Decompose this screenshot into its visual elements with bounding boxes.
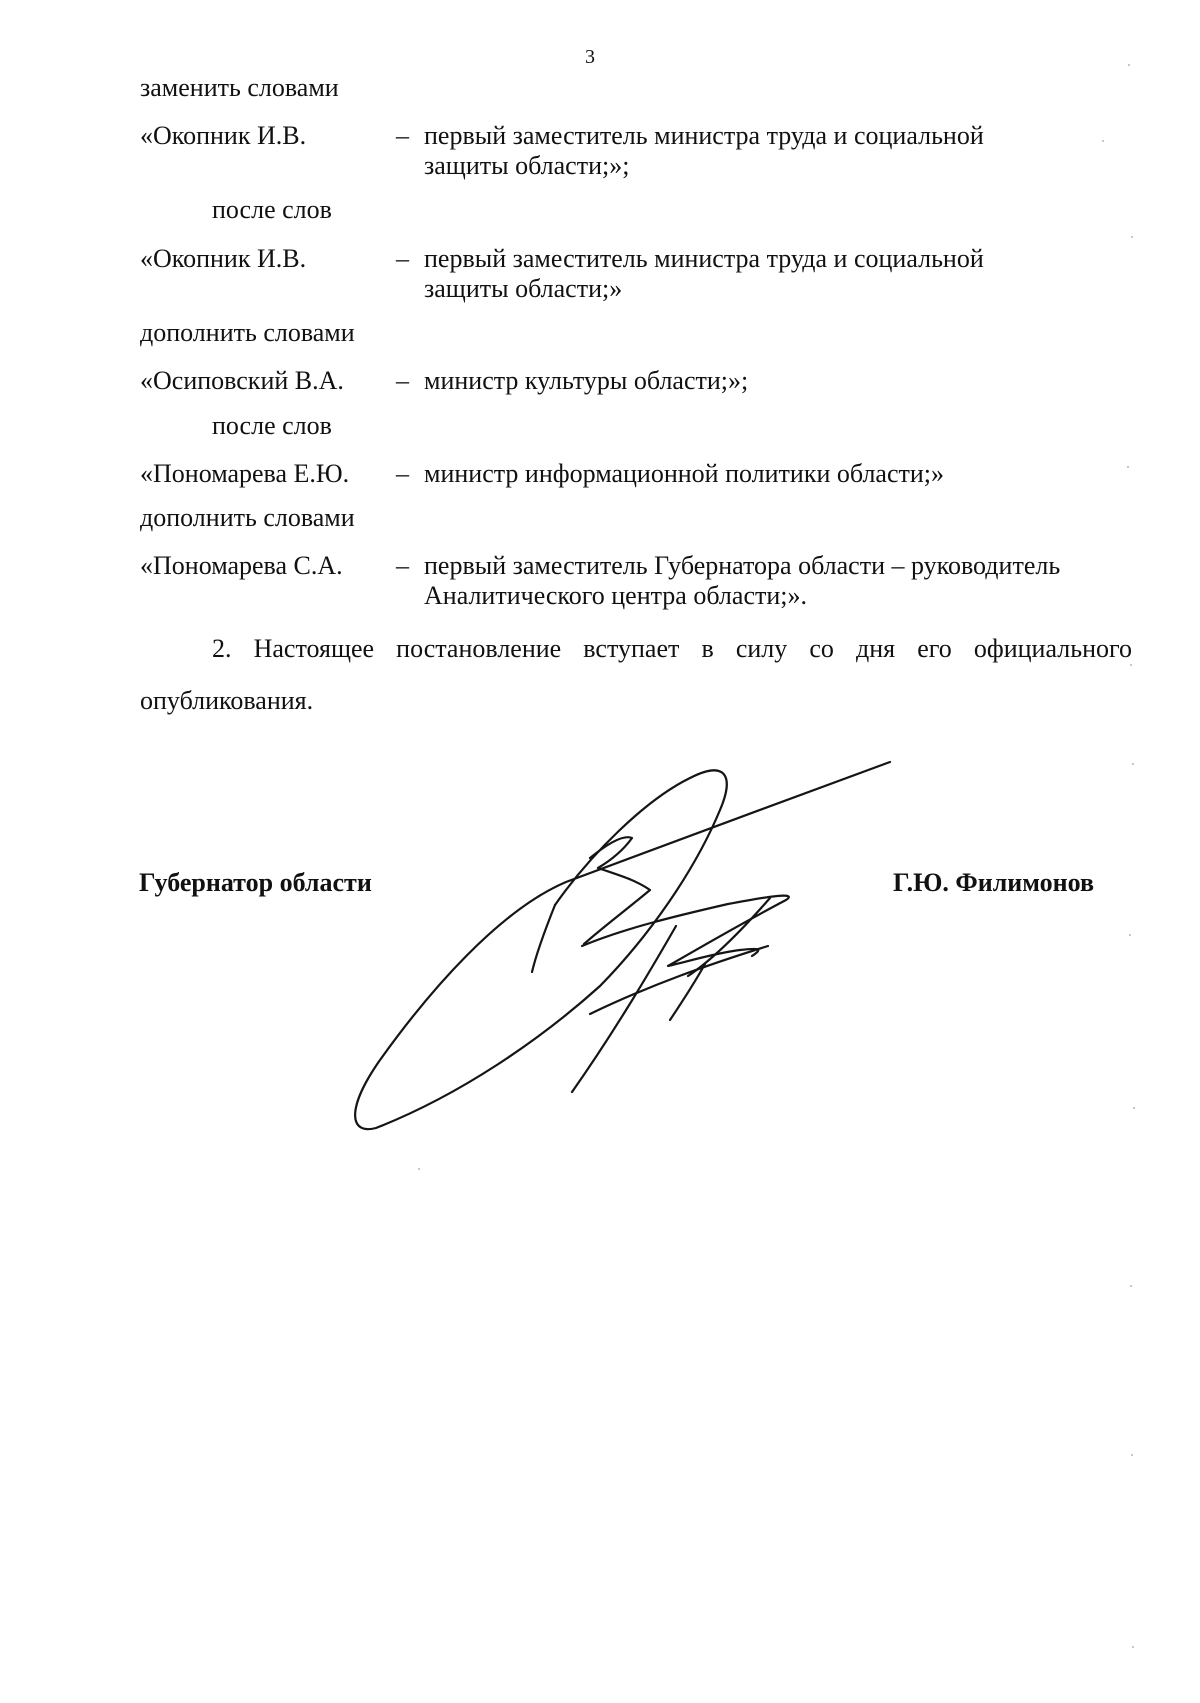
entry-description-line-1: министр информационной политики области;» — [424, 459, 944, 488]
scan-speck — [1130, 664, 1132, 666]
after-words-label: после слов — [212, 195, 332, 224]
entry-dash: – — [396, 366, 409, 395]
scan-speck — [1128, 64, 1130, 66]
scan-speck — [1131, 236, 1133, 238]
scan-speck — [1130, 1285, 1132, 1287]
signatory-title: Губернатор области — [139, 868, 372, 897]
scan-speck — [418, 1168, 420, 1170]
scan-speck — [1131, 1454, 1133, 1456]
scan-speck — [1132, 763, 1134, 765]
signatory-name: Г.Ю. Филимонов — [893, 868, 1095, 897]
scan-speck — [1132, 1646, 1134, 1648]
entry-description-line-2: защиты области;» — [424, 274, 623, 303]
add-words-label: дополнить словами — [140, 318, 355, 347]
entry-name: «Окопник И.В. — [140, 244, 307, 273]
entry-description-line-2: защиты области;»; — [424, 151, 630, 180]
entry-name: «Осиповский В.А. — [140, 366, 344, 395]
entry-dash: – — [396, 459, 409, 488]
replace-with-words-label: заменить словами — [140, 73, 339, 102]
entry-description-line-2: Аналитического центра области;». — [424, 581, 807, 610]
entry-description-line-1: первый заместитель министра труда и социальной — [424, 121, 984, 150]
entry-name: «Пономарева С.А. — [140, 551, 343, 580]
entry-dash: – — [396, 121, 409, 150]
entry-name: «Пономарева Е.Ю. — [140, 459, 350, 488]
scan-speck — [1102, 140, 1104, 142]
entry-description-line-1: министр культуры области;»; — [424, 366, 749, 395]
add-words-label: дополнить словами — [140, 503, 355, 532]
handwritten-signature — [350, 750, 910, 1140]
scan-speck — [1129, 934, 1131, 936]
scan-speck — [1127, 466, 1129, 468]
entry-dash: – — [396, 551, 409, 580]
after-words-label: после слов — [212, 411, 332, 440]
entry-dash: – — [396, 244, 409, 273]
scan-speck — [1133, 1107, 1135, 1109]
paragraph-effective-date: 2. Настоящее постановление вступает в силу со дня его официального опубликования. — [140, 634, 1132, 715]
entry-description-line-1: первый заместитель министра труда и социальной — [424, 244, 984, 273]
entry-description-line-1: первый заместитель Губернатора области – руководитель — [424, 551, 1061, 580]
entry-name: «Окопник И.В. — [140, 121, 307, 150]
page-number: 3 — [585, 46, 595, 68]
